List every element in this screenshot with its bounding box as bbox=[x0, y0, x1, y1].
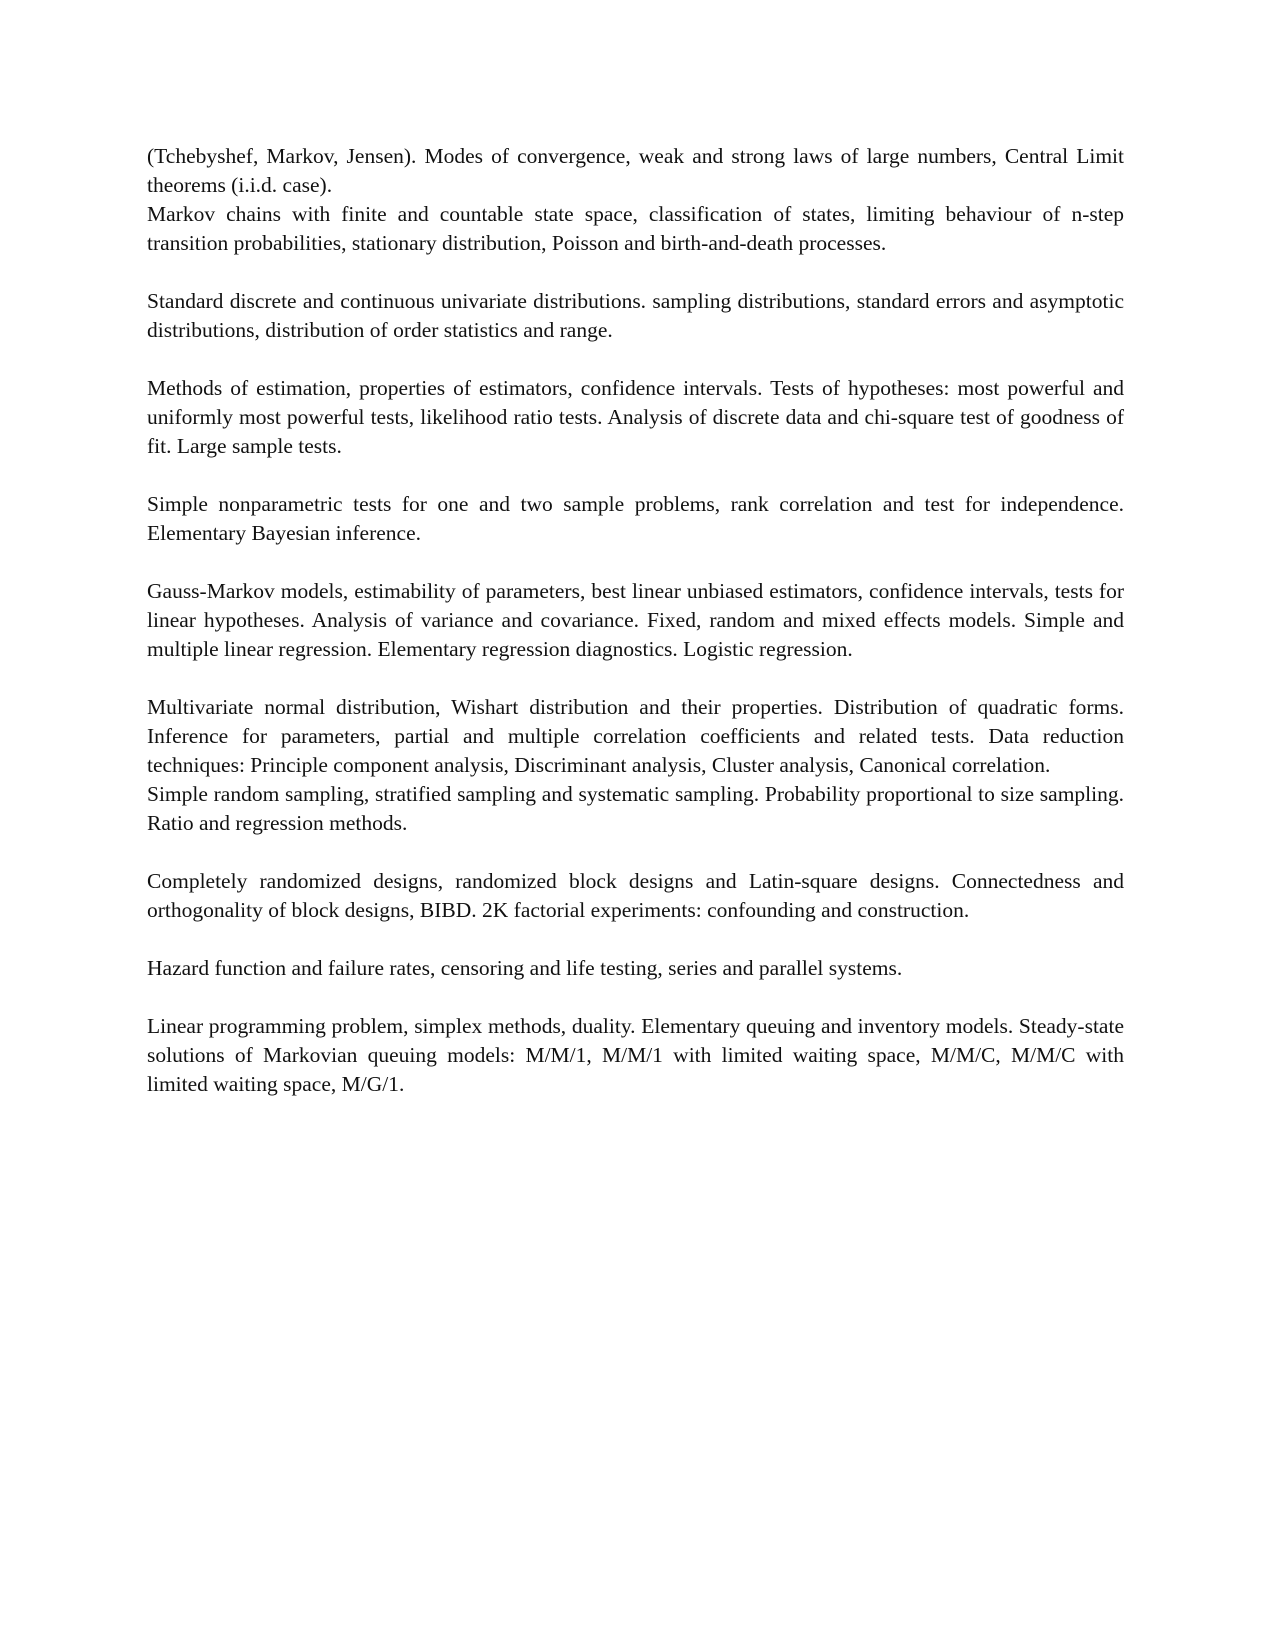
paragraph-inequalities-convergence: (Tchebyshef, Markov, Jensen). Modes of convergence, weak and strong laws of large numbers, Central Limit theorems (i.i.d. case). bbox=[147, 144, 1124, 197]
paragraph-operations-research: Linear programming problem, simplex methods, duality. Elementary queuing and inventory models. Steady-state solutions of Markovian queuing models: M/M/1, M/M/1 with limited waiting space, M/M/C, M/M/C with limited waiting space, M/G/1. bbox=[147, 1014, 1124, 1096]
paragraph-sampling: Simple random sampling, stratified sampling and systematic sampling. Probability proportional to size sampling. Ratio and regression methods. bbox=[147, 782, 1124, 835]
paragraph-distributions: Standard discrete and continuous univariate distributions. sampling distributions, standard errors and asymptotic distributions, distribution of order statistics and range. bbox=[147, 289, 1124, 342]
paragraph-designs: Completely randomized designs, randomized block designs and Latin-square designs. Connectedness and orthogonality of block designs, BIBD. 2K factorial experiments: confounding and construction. bbox=[147, 869, 1124, 922]
paragraph-nonparametric: Simple nonparametric tests for one and two sample problems, rank correlation and test for independence. Elementary Bayesian inference. bbox=[147, 492, 1124, 545]
paragraph-linear-models: Gauss-Markov models, estimability of parameters, best linear unbiased estimators, confidence intervals, tests for linear hypotheses. Analysis of variance and covariance. Fixed, random and mixed effects models. Simple and multiple linear regression. Elementary regression diagnostics. Logistic regression. bbox=[147, 579, 1124, 661]
paragraph-estimation-testing: Methods of estimation, properties of estimators, confidence intervals. Tests of hypotheses: most powerful and uniformly most powerful tests, likelihood ratio tests. Analysis of discrete data and chi-square test of goodness of fit. Large sample tests. bbox=[147, 376, 1124, 458]
document-page bbox=[147, 142, 1124, 1099]
paragraph-reliability: Hazard function and failure rates, censoring and life testing, series and parallel systems. bbox=[147, 956, 903, 980]
paragraph-multivariate: Multivariate normal distribution, Wishart distribution and their properties. Distribution of quadratic forms. Inference for parameters, partial and multiple correlation coefficients and related tests. Data reduction techniques: Principle component analysis, Discriminant analysis, Cluster analysis, Canonical correlation. bbox=[147, 695, 1124, 777]
paragraph-markov-chains: Markov chains with finite and countable state space, classification of states, limiting behaviour of n-step transition probabilities, stationary distribution, Poisson and birth-and-death processes. bbox=[147, 202, 1124, 255]
